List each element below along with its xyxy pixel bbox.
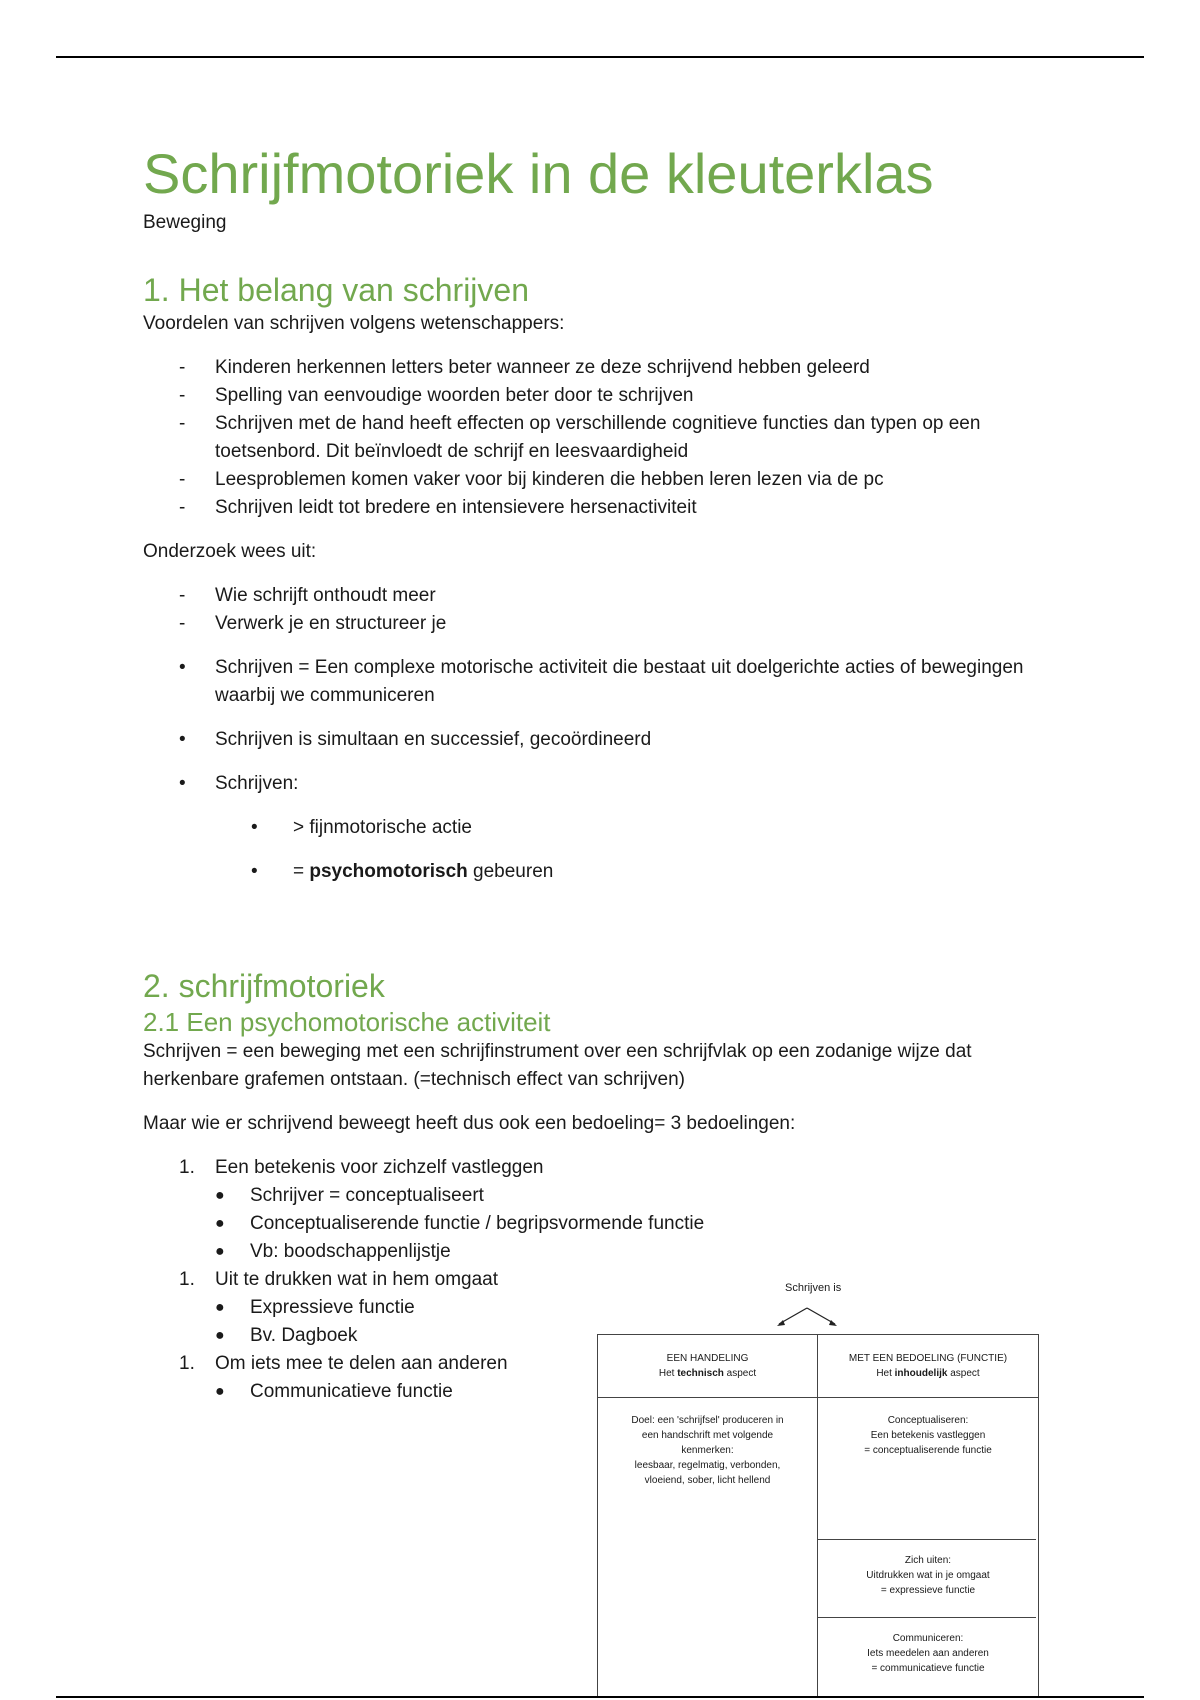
page-title: Schrijfmotoriek in de kleuterklas [143, 142, 934, 205]
section-2-1-heading: 2.1 Een psychomotorische activiteit [143, 1007, 551, 1037]
right-column-header: MET EEN BEDOELING (FUNCTIE) Het inhoudelijk aspect [818, 1335, 1038, 1398]
section-2-para-2: Maar wie er schrijvend beweegt heeft dus ook een bedoeling= 3 bedoelingen: [143, 1113, 796, 1134]
left-column-header: EEN HANDELING Het technisch aspect [598, 1335, 817, 1398]
list-item: 1. Een betekenis voor zichzelf vastleggen [179, 1157, 544, 1178]
advantages-list [143, 354, 1043, 522]
list-item: ● Conceptualiserende functie / begripsvormende functie [215, 1213, 705, 1234]
list-item: ● Communicatieve functie [215, 1381, 453, 1402]
definition-bullets [143, 654, 1043, 798]
list-item: • Schrijven is simultaan en successief, gecoördineerd [179, 729, 652, 750]
document-body [143, 140, 1043, 1406]
list-item: • Schrijven: [179, 773, 299, 794]
list-item: - Schrijven met de hand heeft effecten op verschillende cognitieve functies dan typen op een toetsenbord. Dit beïnvloedt de schrijf en leesvaardigheid [179, 413, 981, 462]
schrijven-sub-bullets [143, 814, 1043, 886]
list-item: • Schrijven = Een complexe motorische activiteit die bestaat uit doelgerichte acties of bewegingen waarbij we communiceren [179, 657, 1024, 706]
list-item: ● Schrijver = conceptualiseert [215, 1185, 484, 1206]
section-1-heading: 1. Het belang van schrijven [143, 272, 529, 308]
diagram-table [597, 1334, 1039, 1697]
list-item: 1. Uit te drukken wat in hem omgaat [179, 1269, 499, 1290]
row-divider-1 [818, 1539, 1036, 1540]
section-2-heading: 2. schrijfmotoriek [143, 968, 385, 1004]
list-item: - Verwerk je en structureer je [179, 613, 447, 634]
row-divider-2 [818, 1617, 1036, 1618]
list-item: 1. Om iets mee te delen aan anderen [179, 1353, 508, 1374]
page-subtitle: Beweging [143, 212, 227, 233]
section-2-para-1: Schrijven = een beweging met een schrijfinstrument over een schrijfvlak op een zodanige wijze dat herkenbare grafemen ontstaan. (=technisch effect van schrijven) [143, 1041, 972, 1090]
list-item: - Wie schrijft onthoudt meer [179, 585, 436, 606]
schrijven-diagram [597, 1282, 1037, 1696]
section-1-intro: Voordelen van schrijven volgens wetenschappers: [143, 313, 565, 334]
list-item: ● Bv. Dagboek [215, 1325, 358, 1346]
research-list [143, 582, 1043, 638]
list-item: • > fijnmotorische actie [251, 817, 472, 838]
communicate-cell: Communiceren: Iets meedelen aan anderen = communicatieve functie [867, 1633, 989, 1674]
bottom-rule [56, 1696, 1144, 1698]
technical-goal-cell: Doel: een 'schrijfsel' produceren in een handschrift met volgende kenmerken: leesbaar, regelmatig, verbonden, vloeiend, sober, licht hellend [631, 1415, 784, 1486]
list-item: ● Expressieve functie [215, 1297, 415, 1318]
top-rule [56, 56, 1144, 58]
diagram-arrows [597, 1282, 1037, 1334]
list-item: • = psychomotorisch gebeuren [251, 861, 554, 882]
list-item: - Schrijven leidt tot bredere en intensievere hersenactiviteit [179, 497, 697, 518]
list-item: - Leesproblemen komen vaker voor bij kinderen die hebben leren lezen via de pc [179, 469, 884, 490]
list-item: - Kinderen herkennen letters beter wanneer ze deze schrijvend hebben geleerd [179, 357, 870, 378]
express-cell: Zich uiten: Uitdrukken wat in je omgaat = expressieve functie [866, 1555, 990, 1596]
diagram-top-label: Schrijven is [785, 1282, 842, 1294]
conceptualize-cell: Conceptualiseren: Een betekenis vastleggen = conceptualiserende functie [864, 1415, 992, 1456]
list-item: ● Vb: boodschappenlijstje [215, 1241, 451, 1262]
research-intro: Onderzoek wees uit: [143, 541, 317, 562]
list-item: - Spelling van eenvoudige woorden beter door te schrijven [179, 385, 694, 406]
